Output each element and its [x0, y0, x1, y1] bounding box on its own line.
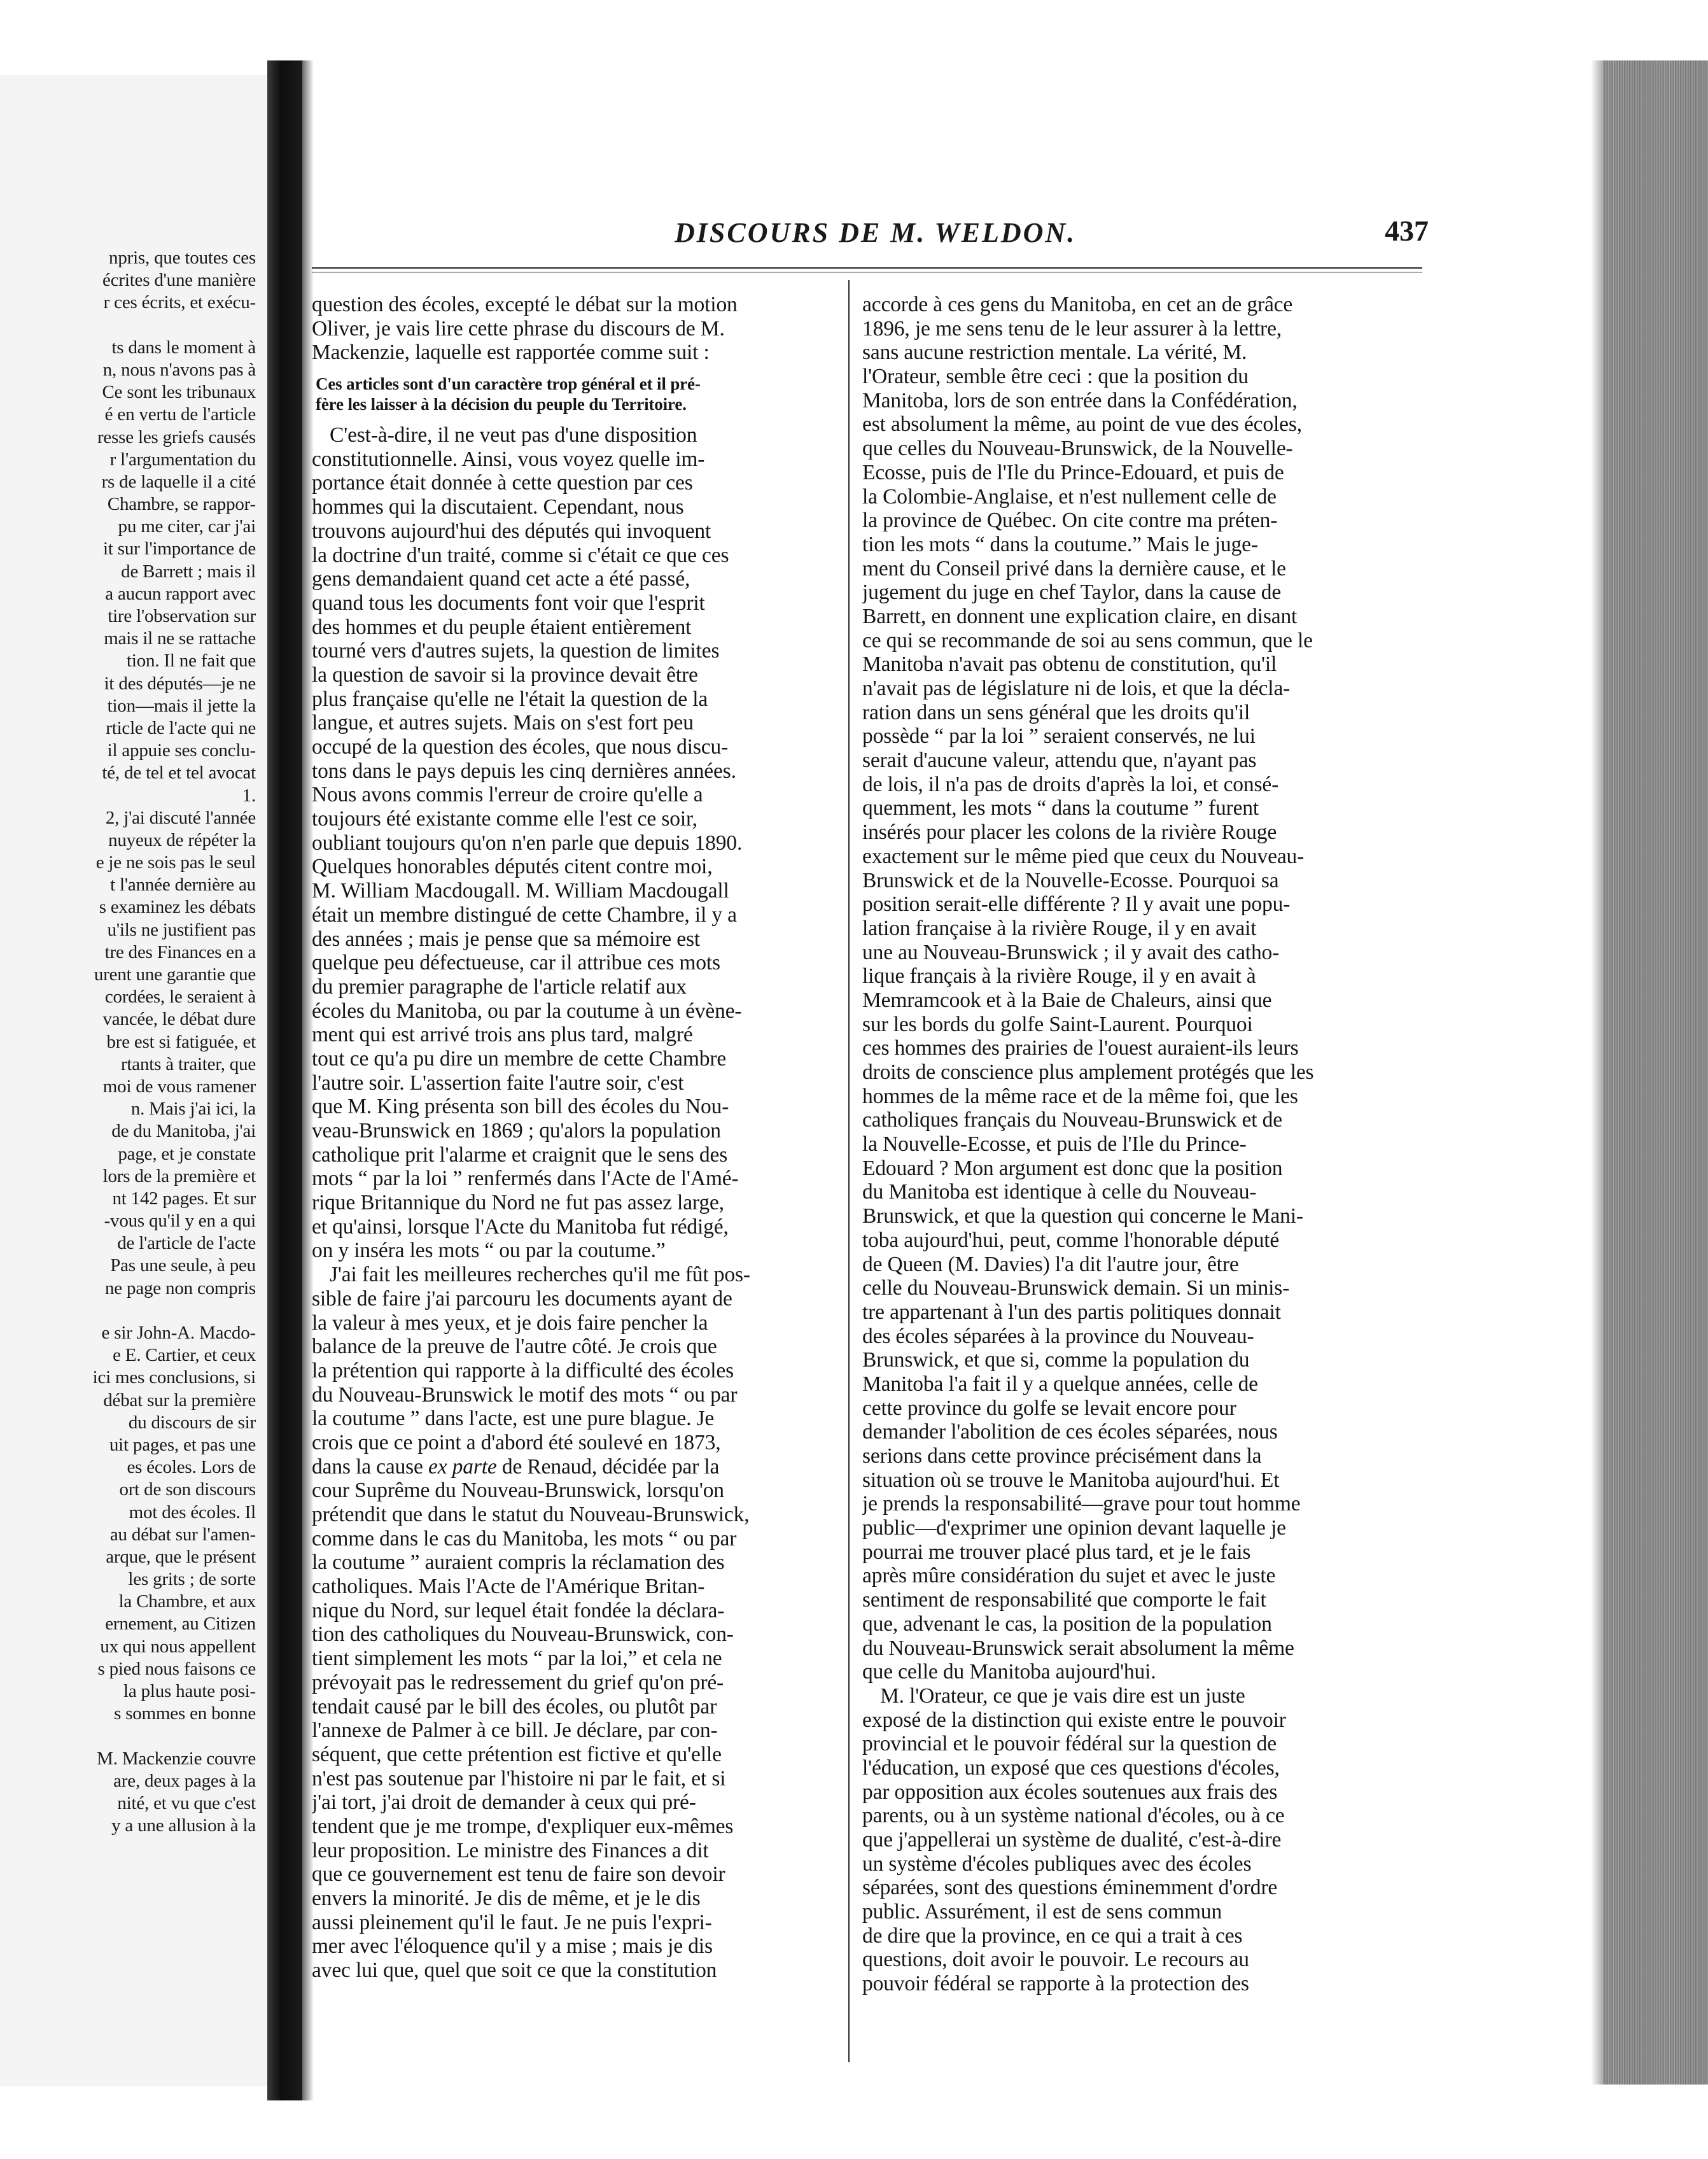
- text-line: tre appartenant à l'un des partis politiques donnait: [862, 1300, 1281, 1324]
- ex-parte-tail: de Renaud, décidée par la: [496, 1454, 720, 1479]
- text-line: tion des catholiques du Nouveau-Brunswick, con-: [312, 1622, 734, 1647]
- text-line: crois que ce point a d'abord été soulevé en 1873,: [312, 1430, 721, 1454]
- page-edge: [1591, 60, 1605, 2085]
- text-line: catholiques. Mais l'Acte de l'Amérique Britan-: [312, 1575, 705, 1599]
- text-line: mais il ne se rattache: [104, 628, 256, 649]
- text-line: la plus haute posi-: [123, 1681, 256, 1701]
- text-line: comme dans le cas du Manitoba, les mots “ ou par: [312, 1526, 737, 1551]
- text-line: est absolument la même, au point de vue des écoles,: [862, 412, 1302, 437]
- text-line: prétendit que dans le statut du Nouveau-Brunswick,: [312, 1503, 750, 1526]
- text-line: ux qui nous appellent: [100, 1636, 256, 1657]
- text-line: it des députés—je ne: [104, 673, 256, 694]
- text-line: demander l'abolition de ces écoles séparées, nous: [862, 1420, 1278, 1444]
- text-line: M. Mackenzie couvre: [97, 1748, 256, 1769]
- text-line: [0, 314, 256, 337]
- text-line: plus française qu'elle ne l'était la question de la: [312, 687, 708, 711]
- text-line: la Colombie-Anglaise, et n'est nullement celle de: [862, 484, 1277, 509]
- text-line: lors de la première et: [102, 1165, 256, 1186]
- text-line: rticle de l'acte qui ne: [106, 717, 256, 738]
- text-line: aussi pleinement qu'il le faut. Je ne puis l'expri-: [312, 1910, 712, 1934]
- text-line: resse les griefs causés: [97, 426, 256, 447]
- text-line: que, advenant le cas, la position de la population: [862, 1612, 1272, 1636]
- ex-parte-italic: ex parte: [428, 1454, 497, 1479]
- text-line: situation où se trouve le Manitoba aujourd'hui. Et: [862, 1468, 1280, 1492]
- text-line: s pied nous faisons ce: [97, 1658, 256, 1679]
- text-line: quemment, les mots “ dans la coutume ” furent: [862, 796, 1259, 820]
- text-line: public. Assurément, il est de sens commun: [862, 1900, 1222, 1924]
- text-line: rtants à traiter, que: [120, 1053, 256, 1074]
- text-line: la question de savoir si la province devait être: [312, 663, 698, 687]
- text-line: sentiment de responsabilité que comporte le fait: [862, 1588, 1266, 1612]
- text-line: Oliver, je vais lire cette phrase du discours de M.: [312, 316, 725, 341]
- text-line: n, nous n'avons pas à: [102, 359, 256, 380]
- text-line: Brunswick, et que la question qui concerne le Mani-: [862, 1204, 1303, 1228]
- text-line: gens demandaient quand cet acte a été passé,: [312, 567, 690, 591]
- text-line: urent une garantie que: [94, 964, 256, 985]
- text-line: cette province du golfe se levait encore pour: [862, 1396, 1236, 1420]
- text-line: Manitoba, lors de son entrée dans la Confédération,: [862, 388, 1298, 412]
- text-line: que celle du Manitoba aujourd'hui.: [862, 1660, 1156, 1684]
- text-line: envers la minorité. Je dis de même, et je le dis: [312, 1887, 701, 1910]
- text-line: uit pages, et pas une: [109, 1434, 256, 1455]
- text-line: e sir John-A. Macdo-: [101, 1323, 256, 1343]
- header-rule: [312, 267, 1422, 272]
- text-line: parents, ou à un système national d'écoles, ou à ce: [862, 1804, 1285, 1828]
- text-line: Brunswick, et que si, comme la population du: [862, 1348, 1250, 1372]
- text-line: 1.: [242, 785, 256, 806]
- text-line: s examinez les débats: [99, 897, 256, 918]
- text-line: tion—mais il jette la: [107, 695, 256, 716]
- text-line: C'est-à-dire, il ne veut pas d'une disposition: [330, 423, 697, 447]
- text-line: Mackenzie, laquelle est rapportée comme suit :: [312, 341, 710, 365]
- text-line: hommes qui la discutaient. Cependant, nous: [312, 495, 684, 519]
- text-line: un système d'écoles publiques avec des écoles: [862, 1852, 1252, 1876]
- text-line: la Nouvelle-Ecosse, et puis de l'Ile du Prince-: [862, 1132, 1247, 1157]
- text-line: ort de son discours: [119, 1479, 256, 1500]
- text-line: droits de conscience plus amplement protégés que les: [862, 1060, 1314, 1084]
- text-line: n'avait pas de législature ni de lois, et que la décla-: [862, 677, 1291, 700]
- text-line: ernement, au Citizen: [105, 1614, 256, 1635]
- text-line: Nous avons commis l'erreur de croire qu'elle a: [312, 783, 703, 807]
- text-line: page, et je constate: [118, 1143, 256, 1164]
- text-line: de du Manitoba, j'ai: [111, 1121, 256, 1142]
- text-line: serait d'aucune valeur, attendu que, n'ayant pas: [862, 749, 1257, 773]
- text-line: je prends la responsabilité—grave pour tout homme: [862, 1492, 1301, 1516]
- text-line: Manitoba n'avait pas obtenu de constitution, qu'il: [862, 652, 1277, 677]
- binding-gutter: [267, 60, 302, 2100]
- text-line: une au Nouveau-Brunswick ; il y avait des catho-: [862, 940, 1280, 964]
- text-line: avec lui que, quel que soit ce que la constitution: [312, 1959, 717, 1983]
- text-line: ces hommes des prairies de l'ouest auraient-ils leurs: [862, 1036, 1299, 1060]
- text-line: cordées, le seraient à: [104, 987, 256, 1008]
- text-line: [0, 1300, 256, 1322]
- text-line: it sur l'importance de: [102, 538, 256, 559]
- text-line: y a une allusion à la: [111, 1815, 256, 1836]
- text-line: de l'article de l'acte: [117, 1233, 256, 1254]
- text-line: quand tous les documents font voir que l'esprit: [312, 591, 705, 615]
- text-line: catholique prit l'alarme et craignit que le sens des: [312, 1143, 728, 1167]
- text-line: balance de la preuve de l'autre côté. Je crois que: [312, 1335, 717, 1359]
- text-line: insérés pour placer les colons de la rivière Rouge: [862, 820, 1277, 845]
- text-line: serions dans cette province précisément dans la: [862, 1444, 1262, 1468]
- text-line: pouvoir fédéral se rapporte à la protection des: [862, 1972, 1249, 1996]
- text-line: du premier paragraphe de l'article relatif aux: [312, 974, 687, 999]
- text-line: a aucun rapport avec: [105, 583, 256, 604]
- text-line: Brunswick et de la Nouvelle-Ecosse. Pourquoi sa: [862, 868, 1279, 892]
- text-line: de Queen (M. Davies) l'a dit l'autre jour, être: [862, 1252, 1239, 1276]
- text-line: e E. Cartier, et ceux: [113, 1345, 256, 1366]
- text-line: question des écoles, excepté le débat sur la motion: [312, 293, 738, 316]
- text-line: la province de Québec. On cite contre ma préten-: [862, 509, 1278, 533]
- text-line: mots “ par la loi ” renfermés dans l'Acte de l'Amé-: [312, 1167, 739, 1191]
- text-line: pourrai me trouver placé plus tard, et je le fais: [862, 1540, 1251, 1564]
- text-line: j'ai tort, j'ai droit de demander à ceux qui pré-: [312, 1790, 696, 1815]
- column-left-intro: [312, 293, 843, 365]
- text-line: Chambre, se rappor-: [107, 494, 256, 515]
- text-line: Manitoba l'a fait il y a quelque années, celle de: [862, 1372, 1258, 1396]
- text-line: nité, et vu que c'est: [117, 1792, 256, 1813]
- text-line: toujours été existante comme elle l'est ce soir,: [312, 807, 697, 831]
- text-line: de lois, il n'a pas de droits d'après la loi, et consé-: [862, 772, 1279, 796]
- text-line: rique Britannique du Nord ne fut pas assez large,: [312, 1191, 724, 1215]
- text-line: ment qui est arrivé trois ans plus tard, malgré: [312, 1023, 693, 1047]
- text-line: constitutionnelle. Ainsi, vous voyez quelle im-: [312, 447, 705, 471]
- text-line: n'est pas soutenue par l'histoire ni par le fait, et si: [312, 1766, 726, 1790]
- text-line: la Chambre, et aux: [118, 1591, 256, 1612]
- running-title: DISCOURS DE M. WELDON.: [675, 217, 1077, 248]
- text-line: rs de laquelle il a cité: [101, 471, 256, 492]
- text-line: e je ne sois pas le seul: [95, 852, 256, 873]
- text-line: que celles du Nouveau-Brunswick, de la Nouvelle-: [862, 437, 1293, 461]
- text-line: bre est si fatiguée, et: [106, 1031, 256, 1052]
- text-line: l'Orateur, semble être ceci : que la position du: [862, 365, 1249, 389]
- text-line: té, de tel et tel avocat: [102, 763, 256, 784]
- text-line: moi de vous ramener: [102, 1076, 256, 1097]
- text-line: lation française à la rivière Rouge, il y en avait: [862, 916, 1257, 940]
- text-line: occupé de la question des écoles, que nous discu-: [312, 735, 729, 759]
- text-line: mer avec l'éloquence qu'il y a mise ; mais je dis: [312, 1934, 713, 1959]
- text-line: hommes de la même race et de la même foi, que les: [862, 1084, 1298, 1108]
- text-line: langue, et autres sujets. Mais on s'est fort peu: [312, 711, 694, 735]
- text-line: tion. Il ne fait que: [127, 651, 256, 672]
- text-line: cour Suprême du Nouveau-Brunswick, lorsqu'on: [312, 1479, 724, 1503]
- text-line: celle du Nouveau-Brunswick demain. Si un minis-: [862, 1276, 1290, 1300]
- text-line: oubliant toujours qu'on n'en parle que depuis 1890.: [312, 831, 743, 855]
- text-line: que ce gouvernement est tenu de faire son devoir: [312, 1862, 725, 1887]
- text-line: t l'année dernière au: [110, 875, 256, 896]
- text-line: nuyeux de répéter la: [108, 829, 256, 850]
- text-line: arque, que le présent: [106, 1546, 256, 1567]
- text-line: la prétention qui rapporte à la difficulté des écoles: [312, 1358, 734, 1382]
- text-line: la valeur à mes yeux, et je dois faire pencher la: [312, 1311, 708, 1335]
- text-line: portance était donnée à cette question par ces: [312, 471, 693, 495]
- text-line: ici mes conclusions, si: [92, 1367, 256, 1388]
- text-line: possède “ par la loi ” seraient conservés, ne lui: [862, 724, 1256, 749]
- text-line: mot des écoles. Il: [129, 1501, 256, 1523]
- text-line: vancée, le débat dure: [102, 1009, 256, 1030]
- text-line: Quelques honorables députés citent contre moi,: [312, 855, 713, 879]
- text-line: dans la cause ex parte de Renaud, décidée par la: [312, 1454, 720, 1479]
- text-line: tion les mots “ dans la coutume.” Mais le juge-: [862, 532, 1258, 556]
- column-right-paragraph-1: [862, 293, 1403, 1684]
- text-line: provincial et le pouvoir fédéral sur la question de: [862, 1732, 1277, 1756]
- left-page-text: [0, 247, 256, 1837]
- text-line: nique du Nord, sur lequel était fondée la déclara-: [312, 1598, 725, 1622]
- text-line: tient simplement les mots “ par la loi,” et cela ne: [312, 1647, 722, 1671]
- text-line: du Manitoba est identique à celle du Nouveau-: [862, 1180, 1257, 1204]
- text-line: trouvons aujourd'hui des députés qui invoquent: [312, 519, 711, 543]
- text-line: 1896, je me sens tenu de le leur assurer à la lettre,: [862, 316, 1282, 341]
- column-right-paragraph-2: [862, 1684, 1403, 1996]
- text-line: Memramcook et à la Baie de Chaleurs, ainsi que: [862, 988, 1272, 1012]
- text-line: tire l'observation sur: [108, 606, 256, 626]
- text-line: de Barrett ; mais il: [121, 561, 256, 582]
- text-line: tendait causé par le bill des écoles, ou plutôt par: [312, 1694, 717, 1719]
- text-line: après mûre considération du sujet et avec le juste: [862, 1564, 1276, 1588]
- text-line: sible de faire j'ai parcouru les documents ayant de: [312, 1286, 732, 1311]
- text-line: Ce sont les tribunaux: [102, 382, 256, 403]
- text-line: ment du Conseil privé dans la dernière cause, et le: [862, 556, 1286, 580]
- text-line: séparées, sont des questions éminemment d'ordre: [862, 1876, 1278, 1900]
- text-line: sans aucune restriction mentale. La vérité, M.: [862, 341, 1247, 365]
- page-stack: [1604, 60, 1708, 2085]
- text-line: 2, j'ai discuté l'année: [105, 807, 256, 828]
- text-line: tendent que je me trompe, d'expliquer eux-mêmes: [312, 1814, 734, 1838]
- text-line: débat sur la première: [103, 1389, 256, 1410]
- text-line: des années ; mais je pense que sa mémoire est: [312, 927, 701, 951]
- text-line: par opposition aux écoles soutenues aux frais des: [862, 1780, 1278, 1804]
- text-line: quelque peu défectueuse, car il attribue ces mots: [312, 951, 720, 975]
- text-line: il appuie ses conclu-: [107, 740, 256, 761]
- column-left-paragraph-3: [312, 1263, 843, 1983]
- text-line: séquent, que cette prétention est fictive et qu'elle: [312, 1742, 722, 1766]
- text-line: fère les laisser à la décision du peuple du Territoire.: [316, 395, 687, 414]
- text-line: Barrett, en donnent une explication claire, en disant: [862, 604, 1298, 628]
- text-line: ce qui se recommande de soi au sens commun, que le: [862, 628, 1313, 652]
- text-line: les grits ; de sorte: [128, 1569, 256, 1590]
- text-line: es écoles. Lors de: [127, 1457, 256, 1478]
- text-line: Ecosse, puis de l'Ile du Prince-Edouard, et puis de: [862, 460, 1284, 484]
- text-line: -vous qu'il y en a qui: [104, 1211, 256, 1232]
- text-line: veau-Brunswick en 1869 ; qu'alors la population: [312, 1119, 721, 1143]
- text-line: u'ils ne justifient pas: [107, 919, 256, 940]
- text-line: écrites d'une manière: [102, 270, 256, 291]
- text-line: la doctrine d'un traité, comme si c'était ce que ces: [312, 543, 729, 567]
- text-line: et qu'ainsi, lorsque l'Acte du Manitoba fut rédigé,: [312, 1214, 729, 1239]
- text-line: Edouard ? Mon argument est donc que la position: [862, 1156, 1283, 1180]
- text-line: catholiques français du Nouveau-Brunswick et de: [862, 1108, 1282, 1132]
- text-line: exposé de la distinction qui existe entre le pouvoir: [862, 1708, 1286, 1732]
- text-line: du Nouveau-Brunswick le motif des mots “ ou par: [312, 1382, 738, 1407]
- text-line: Ces articles sont d'un caractère trop général et il pré-: [316, 374, 701, 394]
- text-line: ne page non compris: [105, 1277, 256, 1298]
- text-line: ration dans un sens général que les droits qu'il: [862, 700, 1250, 724]
- text-line: l'autre soir. L'assertion faite l'autre soir, c'est: [312, 1071, 684, 1095]
- text-line: tre des Finances en a: [104, 941, 256, 962]
- text-line: des écoles séparées à la province du Nouveau-: [862, 1324, 1254, 1348]
- text-line: écoles du Manitoba, ou par la coutume à un évène-: [312, 999, 742, 1023]
- text-line: la coutume ” dans l'acte, est une pure blague. Je: [312, 1407, 715, 1431]
- column-right: [862, 293, 1403, 1996]
- text-line: tourné vers d'autres sujets, la question de limites: [312, 639, 720, 663]
- text-line: du discours de sir: [128, 1412, 256, 1433]
- text-line: que j'appellerai un système de dualité, c'est-à-dire: [862, 1828, 1282, 1852]
- block-quote: [312, 374, 843, 414]
- column-divider: [848, 280, 850, 2062]
- text-line: nt 142 pages. Et sur: [112, 1188, 256, 1209]
- text-line: tout ce qu'a pu dire un membre de cette Chambre: [312, 1046, 727, 1071]
- text-line: é en vertu de l'article: [104, 404, 256, 425]
- text-line: are, deux pages à la: [113, 1770, 256, 1791]
- text-line: était un membre distingué de cette Chambre, il y a: [312, 903, 737, 927]
- text-line: lique français à la rivière Rouge, il y en avait à: [862, 964, 1256, 988]
- text-line: s sommes en bonne: [114, 1703, 256, 1724]
- text-line: sur les bords du golfe Saint-Laurent. Pourquoi: [862, 1012, 1253, 1036]
- text-line: que M. King présenta son bill des écoles du Nou-: [312, 1095, 729, 1119]
- text-line: la coutume ” auraient compris la réclamation des: [312, 1551, 725, 1575]
- text-line: ts dans le moment à: [111, 337, 256, 358]
- text-line: n. Mais j'ai ici, la: [130, 1099, 256, 1120]
- column-left: [312, 293, 843, 1983]
- text-line: leur proposition. Le ministre des Finances a dit: [312, 1838, 709, 1862]
- text-line: de dire que la province, en ce qui a trait à ces: [862, 1923, 1243, 1948]
- text-line: public—d'exprimer une opinion devant laquelle je: [862, 1516, 1286, 1540]
- text-line: npris, que toutes ces: [109, 248, 256, 268]
- left-page-fragment: [0, 75, 269, 2086]
- text-line: Pas une seule, à peu: [110, 1255, 256, 1276]
- text-line: toba aujourd'hui, peut, comme l'honorable député: [862, 1228, 1280, 1252]
- text-line: prévoyait pas le redressement du grief qu'on pré-: [312, 1670, 724, 1694]
- text-line: r l'argumentation du: [109, 449, 256, 470]
- text-line: M. l'Orateur, ce que je vais dire est un juste: [880, 1684, 1245, 1708]
- text-line: M. William Macdougall. M. William Macdougall: [312, 879, 729, 903]
- text-line: jugement du juge en chef Taylor, dans la cause de: [862, 580, 1282, 605]
- text-line: on y inséra les mots “ ou par la coutume.”: [312, 1239, 666, 1263]
- text-line: r ces écrits, et exécu-: [103, 292, 256, 313]
- text-line: tons dans le pays depuis les cinq dernières années.: [312, 759, 736, 783]
- text-line: du Nouveau-Brunswick serait absolument la même: [862, 1636, 1294, 1660]
- text-line: pu me citer, car j'ai: [118, 516, 256, 537]
- text-line: exactement sur le même pied que ceux du Nouveau-: [862, 844, 1305, 868]
- column-left-paragraph-2: [312, 423, 843, 1263]
- text-line: des hommes et du peuple étaient entièrement: [312, 615, 692, 639]
- text-line: questions, doit avoir le pouvoir. Le recours au: [862, 1948, 1249, 1972]
- text-line: J'ai fait les meilleures recherches qu'il me fût pos-: [330, 1263, 750, 1287]
- text-line: au débat sur l'amen-: [109, 1524, 256, 1545]
- text-line: [0, 1725, 256, 1747]
- text-line: accorde à ces gens du Manitoba, en cet an de grâce: [862, 293, 1293, 316]
- page-number: 437: [1385, 214, 1429, 247]
- text-line: l'éducation, un exposé que ces questions d'écoles,: [862, 1755, 1280, 1780]
- text-line: l'annexe de Palmer à ce bill. Je déclare, par con-: [312, 1719, 718, 1743]
- text-line: position serait-elle différente ? Il y avait une popu-: [862, 892, 1291, 917]
